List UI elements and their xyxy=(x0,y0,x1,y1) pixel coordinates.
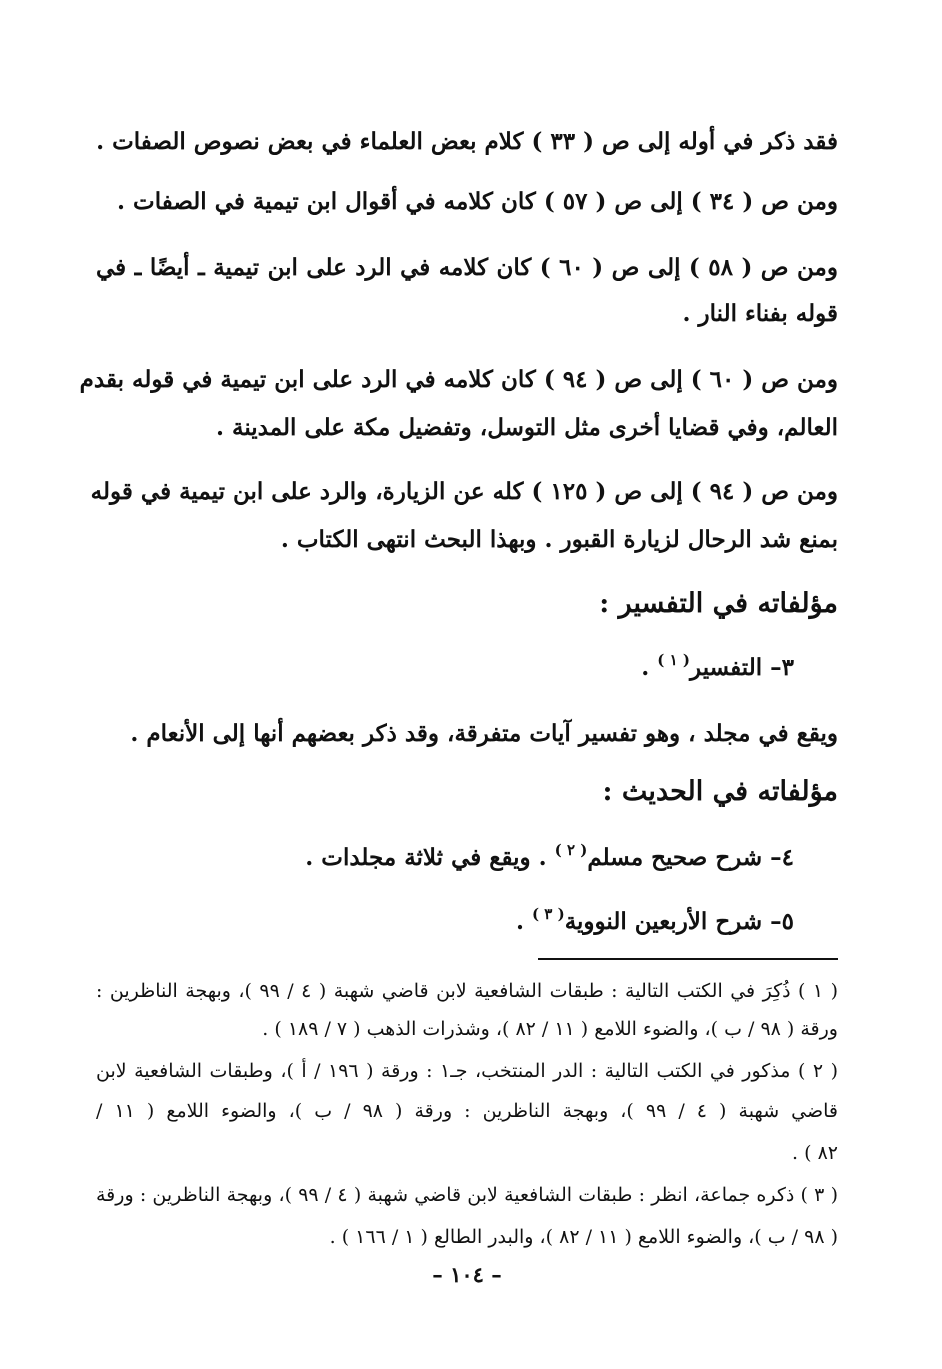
body-line: ومن ص ( ٩٤ ) إلى ص ( ١٢٥ ) كله عن الزيارة، والرد على ابن تيمية في قوله xyxy=(90,478,838,505)
document-page xyxy=(79,0,839,1369)
body-line: بمنع شد الرحال لزيارة القبور . وبهذا البحث انتهى الكتاب . xyxy=(280,526,838,553)
footnote-line: ورقة ( ٩٨ / ب )، والضوء اللامع ( ١١ / ٨٢ )، وشذرات الذهب ( ٧ / ١٨٩ ) . xyxy=(262,1018,838,1040)
body-line: ويقع في مجلد ، وهو تفسير آيات متفرقة، وقد ذكر بعضهم أنها إلى الأنعام . xyxy=(130,720,838,747)
list-item-4 xyxy=(96,840,794,878)
list-item-5-text: ٥– شرح الأربعين النووية xyxy=(564,908,794,935)
footnote-line: قاضي شهبة ( ٤ / ٩٩ )، وبهجة الناظرين : ورقة ( ٩٨ / ب )، والضوء اللامع ( ١١ / xyxy=(96,1100,838,1122)
body-line: ومن ص ( ٥٨ ) إلى ص ( ٦٠ ) كان كلامه في الرد على ابن تيمية ـ أيضًا ـ في xyxy=(96,254,838,281)
footnote-line: ( ١ ) ذُكِرَ في الكتب التالية : طبقات الشافعية لابن قاضي شهبة ( ٤ / ٩٩ )، وبهجة الناظرين : xyxy=(96,980,839,1002)
footnote-line: ( ٩٨ / ب )، والضوء اللامع ( ١١ / ٨٢ )، والبدر الطالع ( ١ / ١٦٦ ) . xyxy=(329,1226,838,1248)
page-number: – ١٠٤ – xyxy=(432,1262,502,1287)
list-item-3-end: . xyxy=(641,654,658,681)
list-item-4-end: . ويقع في ثلاثة مجلدات . xyxy=(305,844,555,871)
footnote-ref-2: ( ٢ ) xyxy=(554,841,588,859)
footnote-ref-3: ( ٣ ) xyxy=(531,905,565,923)
body-line: قوله بفناء النار . xyxy=(682,300,838,327)
footnote-separator xyxy=(538,958,838,960)
footnote-line: ٨٢ ) . xyxy=(792,1142,838,1164)
list-item-5-end: . xyxy=(515,908,532,935)
list-item-3 xyxy=(96,650,794,688)
body-line: فقد ذكر في أوله إلى ص ( ٣٣ ) كلام بعض العلماء في بعض نصوص الصفات . xyxy=(96,128,838,155)
footnote-line: ( ٢ ) مذكور في الكتب التالية : الدر المنتخب، جـ١ : ورقة ( ١٩٦ / أ )، وطبقات الشافعية لابن xyxy=(96,1060,838,1082)
body-line: ومن ص ( ٣٤ ) إلى ص ( ٥٧ ) كان كلامه في أقوال ابن تيمية في الصفات . xyxy=(117,188,838,215)
list-item-4-text: ٤– شرح صحيح مسلم xyxy=(587,844,794,871)
body-line: العالم، وفي قضايا أخرى مثل التوسل، وتفضيل مكة على المدينة . xyxy=(215,414,838,441)
section-heading-hadith: مؤلفاته في الحديث : xyxy=(602,776,838,807)
footnote-ref-1: ( ١ ) xyxy=(657,651,690,669)
list-item-5 xyxy=(96,904,794,942)
list-item-3-text: ٣– التفسير xyxy=(690,654,794,681)
body-line: ومن ص ( ٦٠ ) إلى ص ( ٩٤ ) كان كلامه في الرد على ابن تيمية في قوله بقدم xyxy=(79,366,838,393)
section-heading-tafsir: مؤلفاته في التفسير : xyxy=(599,588,838,619)
footnote-line: ( ٣ ) ذكره جماعة، انظر : طبقات الشافعية لابن قاضي شهبة ( ٤ / ٩٩ )، وبهجة الناظرين : ورقة xyxy=(96,1184,839,1206)
